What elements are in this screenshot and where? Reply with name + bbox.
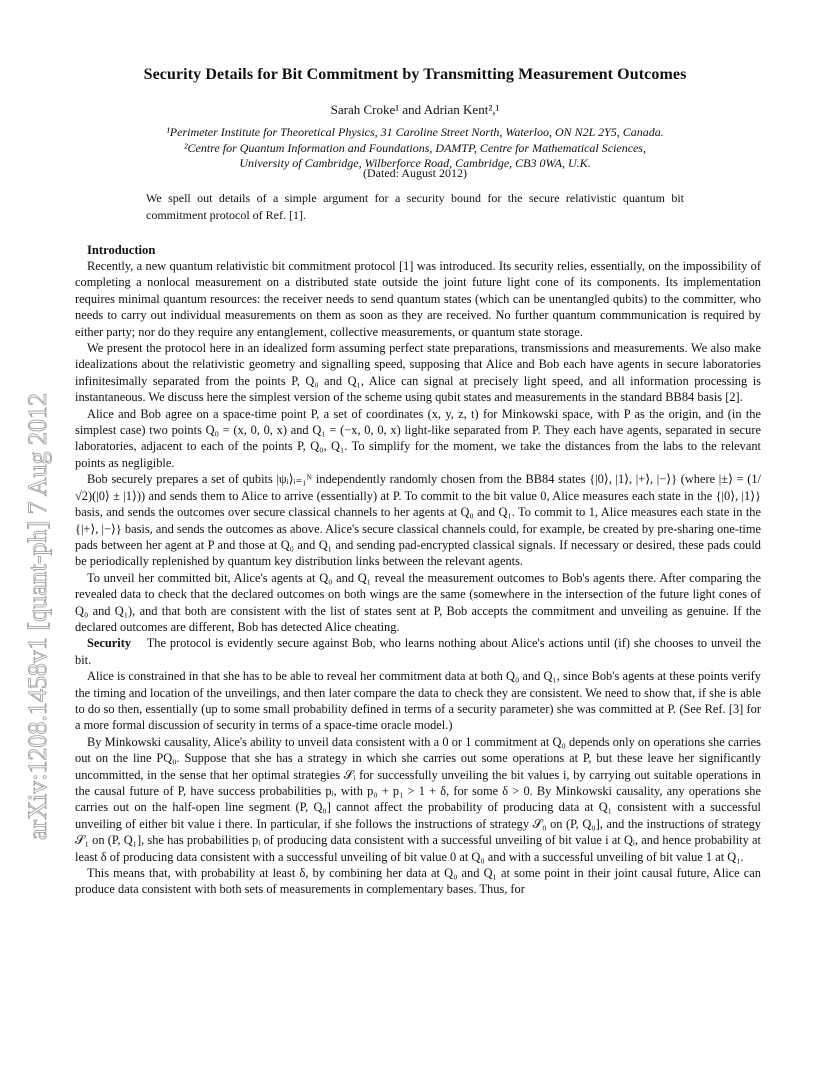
paragraph: To unveil her committed bit, Alice's agents at Q₀ and Q₁ reveal the measurement outcomes to Bob's agents there. After comparing the revealed data to check that the declared outcomes on both wings are the same (somewhere in the intersection of the future light cones of Q₀ and Q₁), and that both are consistent with the list of states sent at P, Bob accepts the commitment and unveiling as genuine. If the declared outcomes are different, Bob has detected Alice cheating.	[75, 570, 761, 634]
author-list: Sarah Croke¹ and Adrian Kent²,¹	[330, 102, 500, 117]
paragraph-text: The protocol is evidently secure against Bob, who learns nothing about Alice's actions until (if) she chooses to unveil the bit.	[75, 636, 762, 667]
section-heading-introduction: Introduction	[87, 243, 156, 257]
affiliation-1: ¹Perimeter Institute for Theoretical Physics, 31 Caroline Street North, Waterloo, ON N2L 2Y5, Canada.	[166, 125, 664, 139]
paragraph-security-start	[75, 635, 761, 668]
paragraph: This means that, with probability at least δ, by combining her data at Q₀ and Q₁ at some point in their joint causal future, Alice can produce data consistent with both sets of measurements in complementary bases. Thus, for	[75, 866, 761, 897]
section-heading-security: Security	[87, 636, 132, 651]
affiliation-2-cont: University of Cambridge, Wilberforce Road, Cambridge, CB3 0WA, U.K.	[239, 156, 591, 170]
paper-body	[75, 242, 761, 898]
paragraph: Alice and Bob agree on a space-time point P, a set of coordinates (x, y, z, t) for Minkowski space, with P as the origin, and (in the simplest case) two points Q₀ = (x, 0, 0, x) and Q₁ = (−x, 0, 0, x) light-like separated from P. They each have agents, separated in secure laboratories, adjacent to each of the points P, Q₀, Q₁. To simplify for the moment, we take the distances from the labs to the relevant points as negligible.	[75, 406, 761, 470]
paragraph: By Minkowski causality, Alice's ability to unveil data consistent with a 0 or 1 commitment at Q₀ depends only on operations she carries out on the line PQ₀. Suppose that she has a strategy in which she carries out some operations at P, but these leave her significantly uncommitted, in the sense that her optimal strategies 𝒮ᵢ for successfully unveiling the bit values i, by carrying out suitable operations in the causal future of P, have success probabilities pᵢ, with p₀ + p₁ > 1 + δ, for some δ > 0. By Minkowski causality, any operations she carries out on the half-open line segment (P, Q₀] cannot affect the probability of producing data at Q₁ consistent with a successful unveiling of either bit value i there. In particular, if she follows the instructions of strategy 𝒮₀ on (P, Q₀], and the instructions of strategy 𝒮₁ on (P, Q₁], she has probabilities pᵢ of producing data consistent with a successful unveiling of bit value i at Qᵢ, and hence probability at least δ of producing data consistent with a successful unveiling of bit value 0 at Q₀ and with a successful unveiling of bit value 1 at Q₁.	[75, 734, 761, 864]
paragraph: Bob securely prepares a set of qubits |ψᵢ⟩ᵢ₌₁ᴺ independently randomly chosen from the BB84 states {|0⟩, |1⟩, |+⟩, |−⟩} (where |±⟩ = (1/√2)(|0⟩ ± |1⟩)) and sends them to Alice to arrive (essentially) at P. To commit to the bit value 0, Alice measures each state in the {|0⟩, |1⟩} basis, and sends the outcomes over secure classical channels to her agents at Q₀ and Q₁. To commit to 1, Alice measures each state in the {|+⟩, |−⟩} basis, and sends the outcomes as above. Alice's secure classical channels could, for example, be created by pre-sharing one-time pads between her agent at P and those at Q₀ and Q₁ and sending pad-encrypted classical signals. If necessary or desired, these pads could be periodically replenished by quantum key distribution links between the relevant agents.	[75, 472, 761, 569]
paragraph: Recently, a new quantum relativistic bit commitment protocol [1] was introduced. Its security relies, essentially, on the impossibility of completing a nonlocal measurement on a distributed state outside the joint future light cone of its components. Its implementation requires minimal quantum resources: the receiver needs to send quantum states (which can be unentangled qubits) to the committer, who needs to carry out individual measurements on them as soon as they are received. No further quantum commmunication is required by either party; nor do they require any entanglement, collective measurements, or quantum state storage.	[75, 259, 761, 339]
affiliation-2: ²Centre for Quantum Information and Foundations, DAMTP, Centre for Mathematical Sciences,	[183, 141, 647, 155]
date-line: (Dated: August 2012)	[363, 166, 467, 180]
paper-title: Security Details for Bit Commitment by Transmitting Measurement Outcomes	[143, 66, 687, 83]
paragraph: Alice is constrained in that she has to be able to reveal her commitment data at both Q₀ and Q₁, since Bob's agents at these points verify the timing and location of the unveilings, and then later compare the data to check they are consistent. We need to show that, if she is able to do so then, essentially (up to some small probability defined in terms of a security parameter) she was committed at P. (See Ref. [3] for a more formal discussion of security in terms of a space-time oracle model.)	[75, 669, 761, 733]
paragraph: We present the protocol here in an idealized form assuming perfect state preparations, transmissions and measurements. We also make idealizations about the relativistic geometry and signalling speed, supposing that Alice and Bob each have agents in secure laboratories infinitesimally separated from the points P, Q₀ and Q₁, Alice can signal at precisely light speed, and all information processing is instantaneous. We discuss here the simplest version of the scheme using qubit states and measurements in the standard BB84 basis [2].	[75, 341, 761, 405]
arxiv-watermark[interactable]	[20, 255, 54, 845]
abstract: We spell out details of a simple argument for a security bound for the secure relativistic quantum bit commitment protocol of Ref. [1].	[146, 191, 684, 222]
arxiv-identifier[interactable]: arXiv:1208.1458v1 [quant-ph] 7 Aug 2012	[23, 392, 52, 840]
